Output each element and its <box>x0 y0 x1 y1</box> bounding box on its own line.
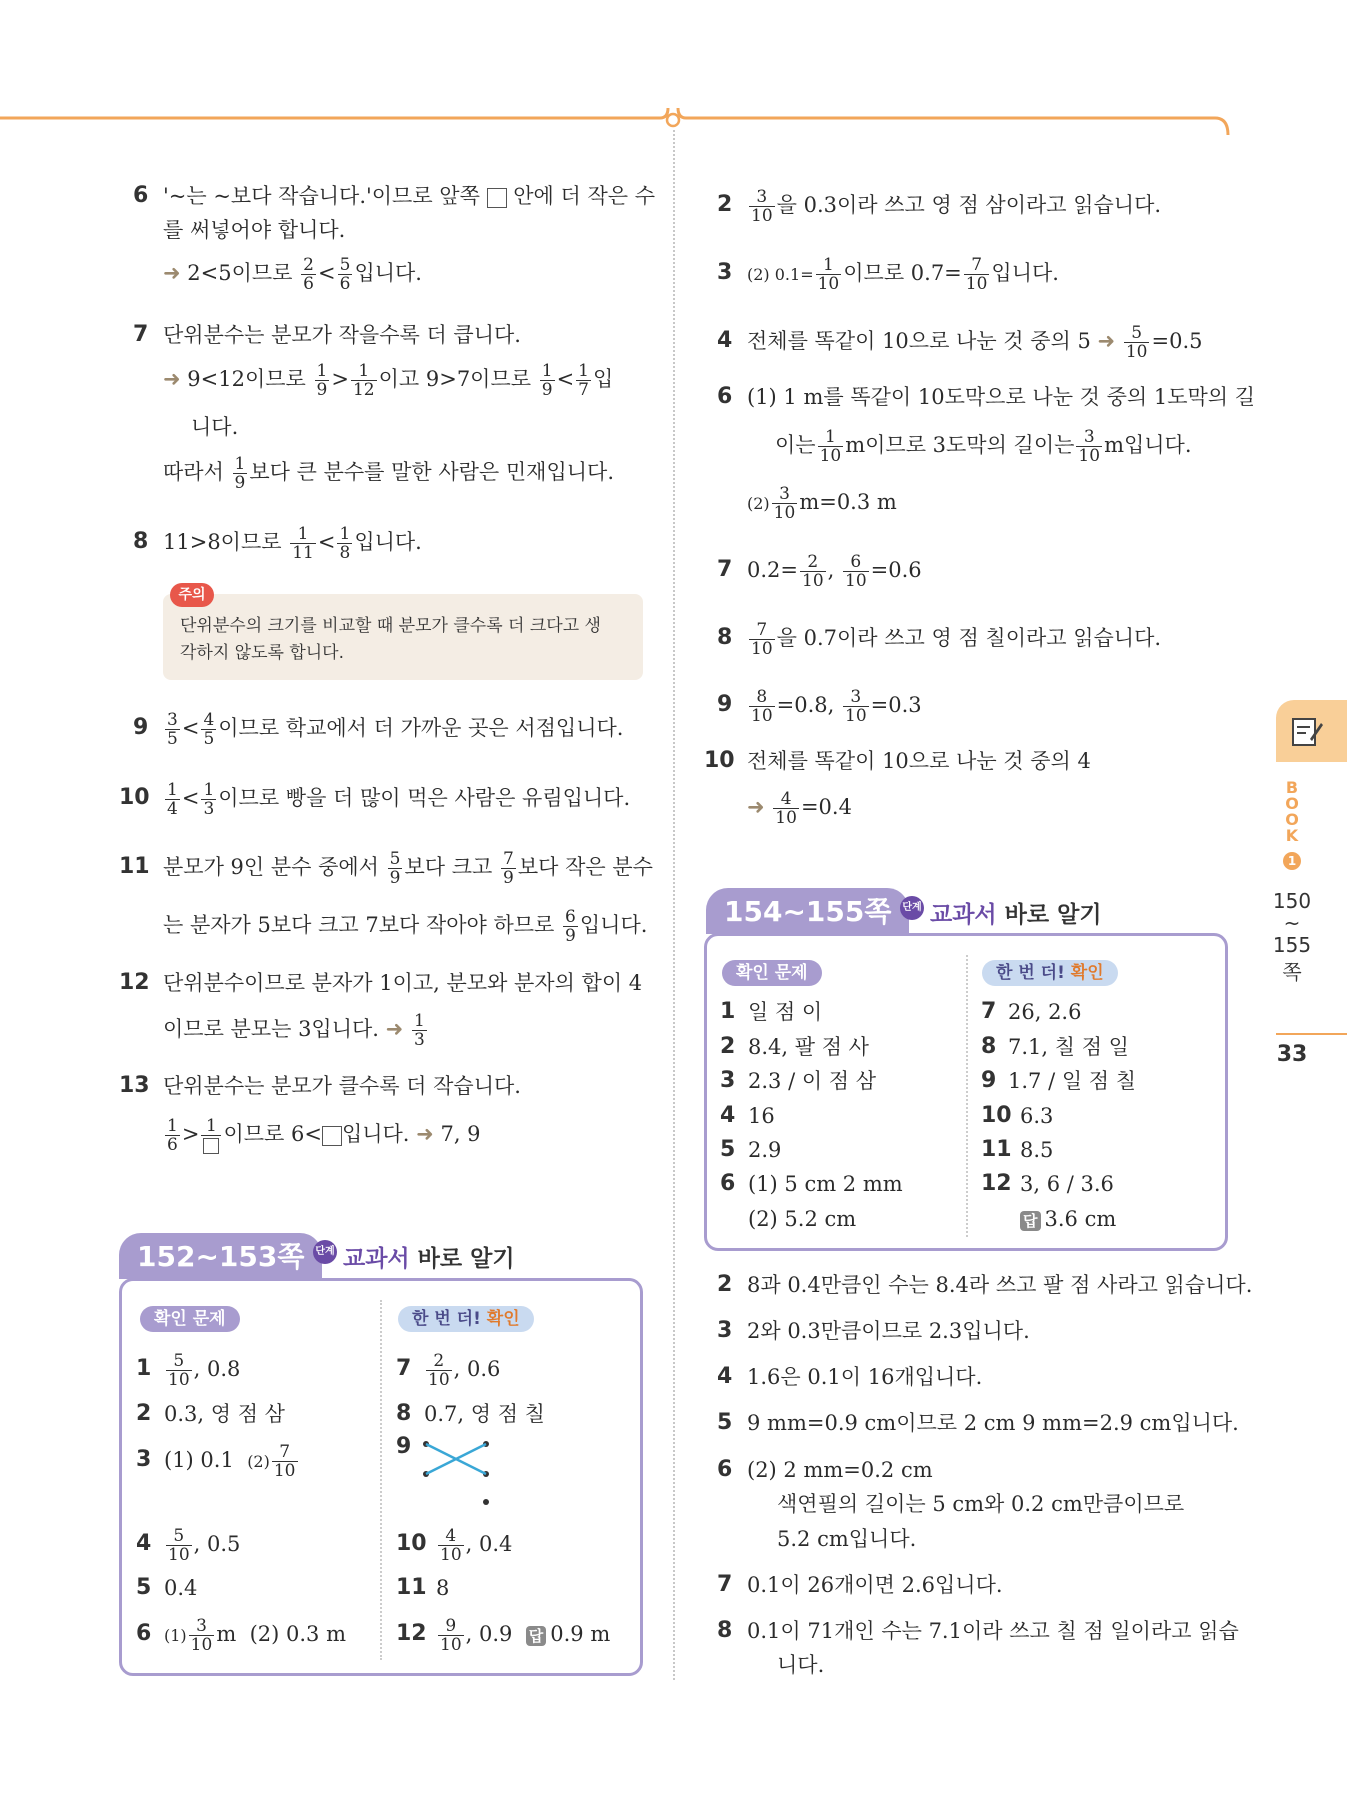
text: 안에 더 작은 수 <box>513 184 655 208</box>
text: 3.6 cm <box>1044 1207 1117 1231</box>
page-unit: 쪽 <box>1282 960 1302 984</box>
pb-9-number: 9 <box>981 1068 997 1093</box>
r-2-number: 2 <box>717 192 733 217</box>
item-13-number: 13 <box>119 1073 150 1098</box>
arrow-icon: ➜ <box>163 367 181 391</box>
item-10-line: $\frac{1}{4}$ < $\frac{1}{3}$ 이므로 빵을 더 많이 먹은 사람은 유림입니다. <box>167 780 631 819</box>
pa-9-number: 9 <box>396 1434 412 1459</box>
text: 입니다. <box>354 261 422 285</box>
blank-box <box>322 1126 342 1146</box>
fraction: $\frac{1}{10}$ <box>817 255 840 294</box>
item-9-number: 9 <box>133 715 149 740</box>
pb-3-number: 3 <box>720 1068 736 1093</box>
text: , 0.5 <box>193 1532 241 1556</box>
text: m <box>216 1622 237 1646</box>
fraction: $\frac{1}{6}$ <box>167 1116 178 1155</box>
fraction: $\frac{5}{10}$ <box>168 1351 190 1390</box>
fraction: $\frac{5}{9}$ <box>389 849 401 888</box>
text: m입니다. <box>1104 433 1192 457</box>
text: , 0.8 <box>193 1357 241 1381</box>
item-11-number: 11 <box>119 854 150 879</box>
text: 바로 알기 <box>1004 902 1102 928</box>
pb-4: 16 <box>748 1104 775 1128</box>
text: (1) 0.1 <box>164 1448 234 1472</box>
panel-b-divider <box>966 955 968 1237</box>
text: 이므로 0.7= <box>843 261 962 285</box>
text: 입 <box>593 367 614 391</box>
pa-7-number: 7 <box>396 1356 412 1381</box>
caution-text-2: 각하지 않도록 합니다. <box>180 643 345 663</box>
fraction: $\frac{5}{10}$ <box>168 1526 190 1565</box>
pa-2-number: 2 <box>136 1401 152 1426</box>
item-7-number: 7 <box>133 322 149 347</box>
fraction: $\frac{1}{3}$ <box>203 780 215 819</box>
text: 이는 <box>775 433 816 457</box>
item-7-line1: 단위분수는 분모가 작을수록 더 큽니다. <box>163 323 521 347</box>
pa-3-number: 3 <box>136 1447 152 1472</box>
pa-7 <box>424 1352 500 1389</box>
text: =0.3 <box>870 693 922 717</box>
fraction: $\frac{4}{10}$ <box>775 789 797 828</box>
text: 바로 알기 <box>417 1246 515 1272</box>
text: 확인 <box>1070 963 1104 983</box>
text: =0.4 <box>800 795 852 819</box>
panel-a-heading <box>313 1240 515 1273</box>
text: 교과서 <box>343 1246 410 1272</box>
arrow-icon: ➜ <box>416 1122 434 1146</box>
pb-10-number: 10 <box>981 1103 1012 1128</box>
item-8-line1: 11>8이므로 $\frac{1}{11}$ < $\frac{1}{8}$ 입니다. <box>163 524 422 563</box>
r-6-number: 6 <box>717 384 733 409</box>
text: 0.9 m <box>550 1622 611 1646</box>
pa-8-number: 8 <box>396 1401 412 1426</box>
fraction: $\frac{3}{10}$ <box>1078 427 1101 466</box>
blank-box <box>203 1138 219 1154</box>
pb-5-number: 5 <box>720 1137 736 1162</box>
pb-9: 1.7 / 일 점 칠 <box>1008 1069 1137 1093</box>
pb-2: 8.4, 팔 점 사 <box>748 1035 869 1059</box>
r-10-line2 <box>747 790 852 827</box>
pa-10 <box>436 1527 512 1564</box>
item-12-line1: 단위분수이므로 분자가 1이고, 분모와 분자의 합이 4 <box>163 971 643 995</box>
text: 이므로 빵을 더 많이 먹은 사람은 유림입니다. <box>218 786 631 810</box>
pb-4-number: 4 <box>720 1103 736 1128</box>
e-8-b: 니다. <box>777 1653 825 1677</box>
text: 7, 9 <box>440 1122 481 1146</box>
panel-b-pill-again <box>982 960 1118 986</box>
text: '~는 ~보다 작습니다.'이므로 앞쪽 <box>163 184 480 208</box>
pa-2: 0.3, 영 점 삼 <box>164 1402 285 1426</box>
text: 입니다. <box>354 530 422 554</box>
fraction: $\frac{5}{6}$ <box>339 255 351 294</box>
text: 분모가 9인 분수 중에서 <box>163 855 379 879</box>
pb-6-b: (2) 5.2 cm <box>748 1207 857 1231</box>
item-13-line1: 단위분수는 분모가 클수록 더 작습니다. <box>163 1074 521 1098</box>
item-7-line4 <box>163 455 614 492</box>
e-7-number: 7 <box>717 1572 733 1597</box>
panel-b-pill-check: 확인 문제 <box>722 960 822 986</box>
item-11-line2 <box>163 908 647 945</box>
fraction: $\frac{1}{11}$ <box>292 524 314 563</box>
arrow-icon: ➜ <box>747 795 765 819</box>
e-2: 8과 0.4만큼인 수는 8.4라 쓰고 팔 점 사라고 읽습니다. <box>747 1273 1253 1297</box>
fraction: $\frac{1}{9}$ <box>316 361 328 400</box>
pb-11: 8.5 <box>1020 1138 1054 1162</box>
fraction: $\frac{7}{10}$ <box>965 255 988 294</box>
pb-3: 2.3 / 이 점 삼 <box>748 1069 877 1093</box>
text: 보다 작은 분수 <box>517 855 653 879</box>
panel-a-title: 152~153쪽 <box>119 1233 322 1279</box>
pa-5-number: 5 <box>136 1575 152 1600</box>
e-5: 9 mm=0.9 cm이므로 2 cm 9 mm=2.9 cm입니다. <box>747 1411 1239 1435</box>
fraction: $\frac{3}{5}$ <box>167 710 178 749</box>
arrow-icon: ➜ <box>385 1017 404 1041</box>
item-13-line2: $\frac{1}{6}$ > 1 이므로 6< 입니다. ➜ 7, 9 <box>167 1116 481 1155</box>
text: , 0.4 <box>465 1532 513 1556</box>
fraction: $\frac{1}{9}$ <box>541 361 553 400</box>
item-8-number: 8 <box>133 529 149 554</box>
item-9-line: $\frac{3}{5}$ < $\frac{4}{5}$ 이므로 학교에서 더 가까운 곳은 서점입니다. <box>167 710 624 749</box>
e-6-b: 색연필의 길이는 5 cm와 0.2 cm만큼이므로 <box>777 1492 1185 1516</box>
book-number: 1 <box>1283 852 1301 870</box>
r-2 <box>747 188 1161 225</box>
pa-11-number: 11 <box>396 1575 427 1600</box>
text: , 0.6 <box>453 1357 501 1381</box>
text: =0.8, <box>776 693 835 717</box>
fraction: $\frac{1}{3}$ <box>413 1011 425 1050</box>
item-12-number: 12 <box>119 970 150 995</box>
pb-8-number: 8 <box>981 1034 997 1059</box>
text: =0.6 <box>870 558 922 582</box>
e-3: 2와 0.3만큼이므로 2.3입니다. <box>747 1319 1030 1343</box>
item-6-line1 <box>163 179 655 213</box>
pa-4-number: 4 <box>136 1531 152 1556</box>
text: 보다 큰 분수를 말한 사람은 민재입니다. <box>249 460 615 484</box>
answer-badge: 답 <box>1020 1211 1041 1231</box>
blank-box <box>487 188 507 208</box>
pa-1-number: 1 <box>136 1356 152 1381</box>
text: 0.2= <box>747 558 798 582</box>
r-3 <box>747 256 1059 293</box>
answer-badge: 답 <box>526 1626 547 1646</box>
pb-2-number: 2 <box>720 1034 736 1059</box>
fraction: $\frac{3}{10}$ <box>773 484 796 523</box>
text: 는 분자가 5보다 크고 7보다 작아야 하므로 <box>163 913 555 937</box>
fraction: $\frac{1}{10}$ <box>819 427 842 466</box>
fraction: $\frac{4}{5}$ <box>203 710 215 749</box>
r-8-number: 8 <box>717 625 733 650</box>
r-4 <box>747 324 1202 361</box>
panel-a-pill-again <box>398 1306 534 1332</box>
arrow-icon: ➜ <box>1097 329 1116 353</box>
e-8-number: 8 <box>717 1618 733 1643</box>
pb-10: 6.3 <box>1020 1104 1054 1128</box>
e-6: (2) 2 mm=0.2 cm <box>747 1458 933 1482</box>
r-6-line2 <box>775 428 1192 465</box>
text: 교과서 <box>930 902 997 928</box>
text: 한 번 더! <box>412 1309 481 1329</box>
e-2-number: 2 <box>717 1272 733 1297</box>
fraction: $\frac{1}{7}$ <box>578 361 589 400</box>
fraction: $\frac{8}{10}$ <box>751 687 773 726</box>
caution-badge: 주의 <box>170 583 214 607</box>
e-7: 0.1이 26개이면 2.6입니다. <box>747 1573 1003 1597</box>
notebook-icon <box>1290 714 1324 748</box>
fraction: $\frac{4}{10}$ <box>440 1526 462 1565</box>
e-5-number: 5 <box>717 1410 733 1435</box>
e-8: 0.1이 71개인 수는 7.1이라 쓰고 칠 점 일이라고 읽습 <box>747 1619 1239 1643</box>
text: 보다 크고 <box>404 855 493 879</box>
pb-12: 3, 6 / 3.6 <box>1020 1172 1114 1196</box>
fraction: $\frac{1}{9}$ <box>234 454 246 493</box>
pa-11: 8 <box>436 1576 450 1600</box>
e-4-number: 4 <box>717 1364 733 1389</box>
matching-diagram <box>418 1432 494 1508</box>
text: (2) <box>747 494 770 513</box>
text: 입니다. <box>341 1122 410 1146</box>
r-6-line1: (1) 1 m를 똑같이 10도막으로 나눈 것 중의 1도막의 길 <box>747 385 1256 409</box>
fraction: $\frac{1}{8}$ <box>339 524 351 563</box>
text: 따라서 <box>163 460 224 484</box>
pb-7-number: 7 <box>981 999 997 1024</box>
fraction: $\frac{1}{4}$ <box>167 780 178 819</box>
text: 확인 <box>486 1309 520 1329</box>
text: 입니다. <box>579 913 648 937</box>
arrow-icon: ➜ <box>163 261 181 285</box>
pa-3 <box>164 1443 300 1480</box>
text: (2) 0.3 m <box>249 1622 347 1646</box>
text: 9<12이므로 <box>187 367 306 391</box>
e-4: 1.6은 0.1이 16개입니다. <box>747 1365 983 1389</box>
fraction: $\frac{7}{10}$ <box>273 1442 296 1481</box>
r-10-number: 10 <box>704 748 735 773</box>
r-7 <box>747 553 922 590</box>
side-rule <box>1276 1033 1347 1035</box>
panel-a-pill-check: 확인 문제 <box>140 1306 240 1332</box>
text: 한 번 더! <box>996 963 1065 983</box>
r-7-number: 7 <box>717 557 733 582</box>
fraction: $\frac{3}{10}$ <box>190 1616 213 1655</box>
pb-7: 26, 2.6 <box>1008 1000 1082 1024</box>
fraction: $\frac{7}{9}$ <box>503 849 514 888</box>
r-4-number: 4 <box>717 328 733 353</box>
step-badge: 단계 <box>900 896 924 920</box>
text: 입니다. <box>991 261 1059 285</box>
fraction: $\frac{5}{10}$ <box>1125 323 1148 362</box>
text: , <box>827 558 835 582</box>
item-6-line3: ➜ 2<5이므로 $\frac{2}{6}$ < $\frac{5}{6}$ 입니다. <box>163 255 422 294</box>
fraction: $\frac{2}{10}$ <box>428 1351 450 1390</box>
panel-b-title: 154~155쪽 <box>706 888 909 934</box>
pa-12-number: 12 <box>396 1621 427 1646</box>
pb-11-number: 11 <box>981 1137 1012 1162</box>
pb-12-number: 12 <box>981 1171 1012 1196</box>
pa-1 <box>164 1352 240 1389</box>
pb-8: 7.1, 칠 점 일 <box>1008 1035 1129 1059</box>
panel-a-divider <box>380 1300 382 1660</box>
item-6-number: 6 <box>133 183 149 208</box>
book-label: BOOK <box>1285 778 1299 845</box>
top-rule <box>0 100 1240 140</box>
pa-6 <box>164 1617 346 1654</box>
pb-1: 일 점 이 <box>748 1000 823 1024</box>
pa-6-number: 6 <box>136 1621 152 1646</box>
caution-text-1: 단위분수의 크기를 비교할 때 분모가 클수록 더 크다고 생 <box>180 616 601 636</box>
page-range: 150 ~ 155 <box>1272 889 1312 957</box>
item-10-number: 10 <box>119 785 150 810</box>
pa-10-number: 10 <box>396 1531 427 1556</box>
item-11-line1 <box>163 850 653 887</box>
fraction: $\frac{6}{10}$ <box>845 552 867 591</box>
e-6-number: 6 <box>717 1457 733 1482</box>
text: 2<5이므로 <box>187 261 293 285</box>
text: 이므로 분모는 3입니다. <box>163 1017 379 1041</box>
text: 을 0.7이라 쓰고 영 점 칠이라고 읽습니다. <box>776 626 1162 650</box>
text: =0.5 <box>1151 329 1203 353</box>
text: (2) <box>247 1452 270 1471</box>
text: 11>8이므로 <box>163 530 282 554</box>
pb-5: 2.9 <box>748 1138 782 1162</box>
fraction: $\frac{7}{10}$ <box>751 620 773 659</box>
fraction: $\frac{3}{10}$ <box>751 187 773 226</box>
text: 이므로 학교에서 더 가까운 곳은 서점입니다. <box>218 716 624 740</box>
text: (1) <box>164 1626 187 1645</box>
column-divider <box>673 130 675 1680</box>
pa-5: 0.4 <box>164 1576 198 1600</box>
pa-8: 0.7, 영 점 칠 <box>424 1402 545 1426</box>
item-12-line2 <box>163 1012 429 1049</box>
text: m=0.3 m <box>799 490 897 514</box>
fraction: 1 <box>201 1117 221 1154</box>
r-9-number: 9 <box>717 692 733 717</box>
e-3-number: 3 <box>717 1318 733 1343</box>
side-tab <box>1276 700 1347 762</box>
text: , 0.9 <box>465 1622 513 1646</box>
pb-1-number: 1 <box>720 999 736 1024</box>
fraction: $\frac{1}{12}$ <box>352 361 375 400</box>
r-10-line1: 전체를 똑같이 10으로 나눈 것 중의 4 <box>747 749 1091 773</box>
r-8 <box>747 621 1161 658</box>
r-3-number: 3 <box>717 260 733 285</box>
item-7-line2: ➜ 9<12이므로 $\frac{1}{9}$ > $\frac{1}{12}$ 이고 9>7이므로 $\frac{1}{9}$ < $\frac{1}{7}$ 입 <box>163 361 614 400</box>
text: 이므로 6< <box>223 1122 322 1146</box>
step-badge: 단계 <box>313 1240 337 1264</box>
pb-12-b <box>1020 1202 1116 1236</box>
page-number: 33 <box>1276 1042 1308 1067</box>
r-9 <box>747 688 922 725</box>
e-6-c: 5.2 cm입니다. <box>777 1527 917 1551</box>
text: m이므로 3도막의 길이는 <box>845 433 1075 457</box>
text: 이고 9>7이므로 <box>378 367 532 391</box>
r-6-line3 <box>747 485 897 522</box>
pb-6: (1) 5 cm 2 mm <box>748 1172 903 1196</box>
pa-4 <box>164 1527 240 1564</box>
fraction: $\frac{3}{10}$ <box>845 687 867 726</box>
fraction: $\frac{9}{10}$ <box>440 1616 462 1655</box>
item-7-line3: 니다. <box>191 415 239 439</box>
pa-12 <box>436 1617 610 1654</box>
text: (2) 0.1= <box>747 265 814 284</box>
panel-b-heading <box>900 896 1102 929</box>
fraction: $\frac{2}{6}$ <box>303 255 314 294</box>
text: 전체를 똑같이 10으로 나눈 것 중의 5 <box>747 329 1091 353</box>
pb-6-number: 6 <box>720 1171 736 1196</box>
item-6-line2: 를 써넣어야 합니다. <box>163 218 346 242</box>
fraction: $\frac{6}{9}$ <box>565 907 576 946</box>
fraction: $\frac{2}{10}$ <box>802 552 824 591</box>
text: 을 0.3이라 쓰고 영 점 삼이라고 읽습니다. <box>776 193 1162 217</box>
